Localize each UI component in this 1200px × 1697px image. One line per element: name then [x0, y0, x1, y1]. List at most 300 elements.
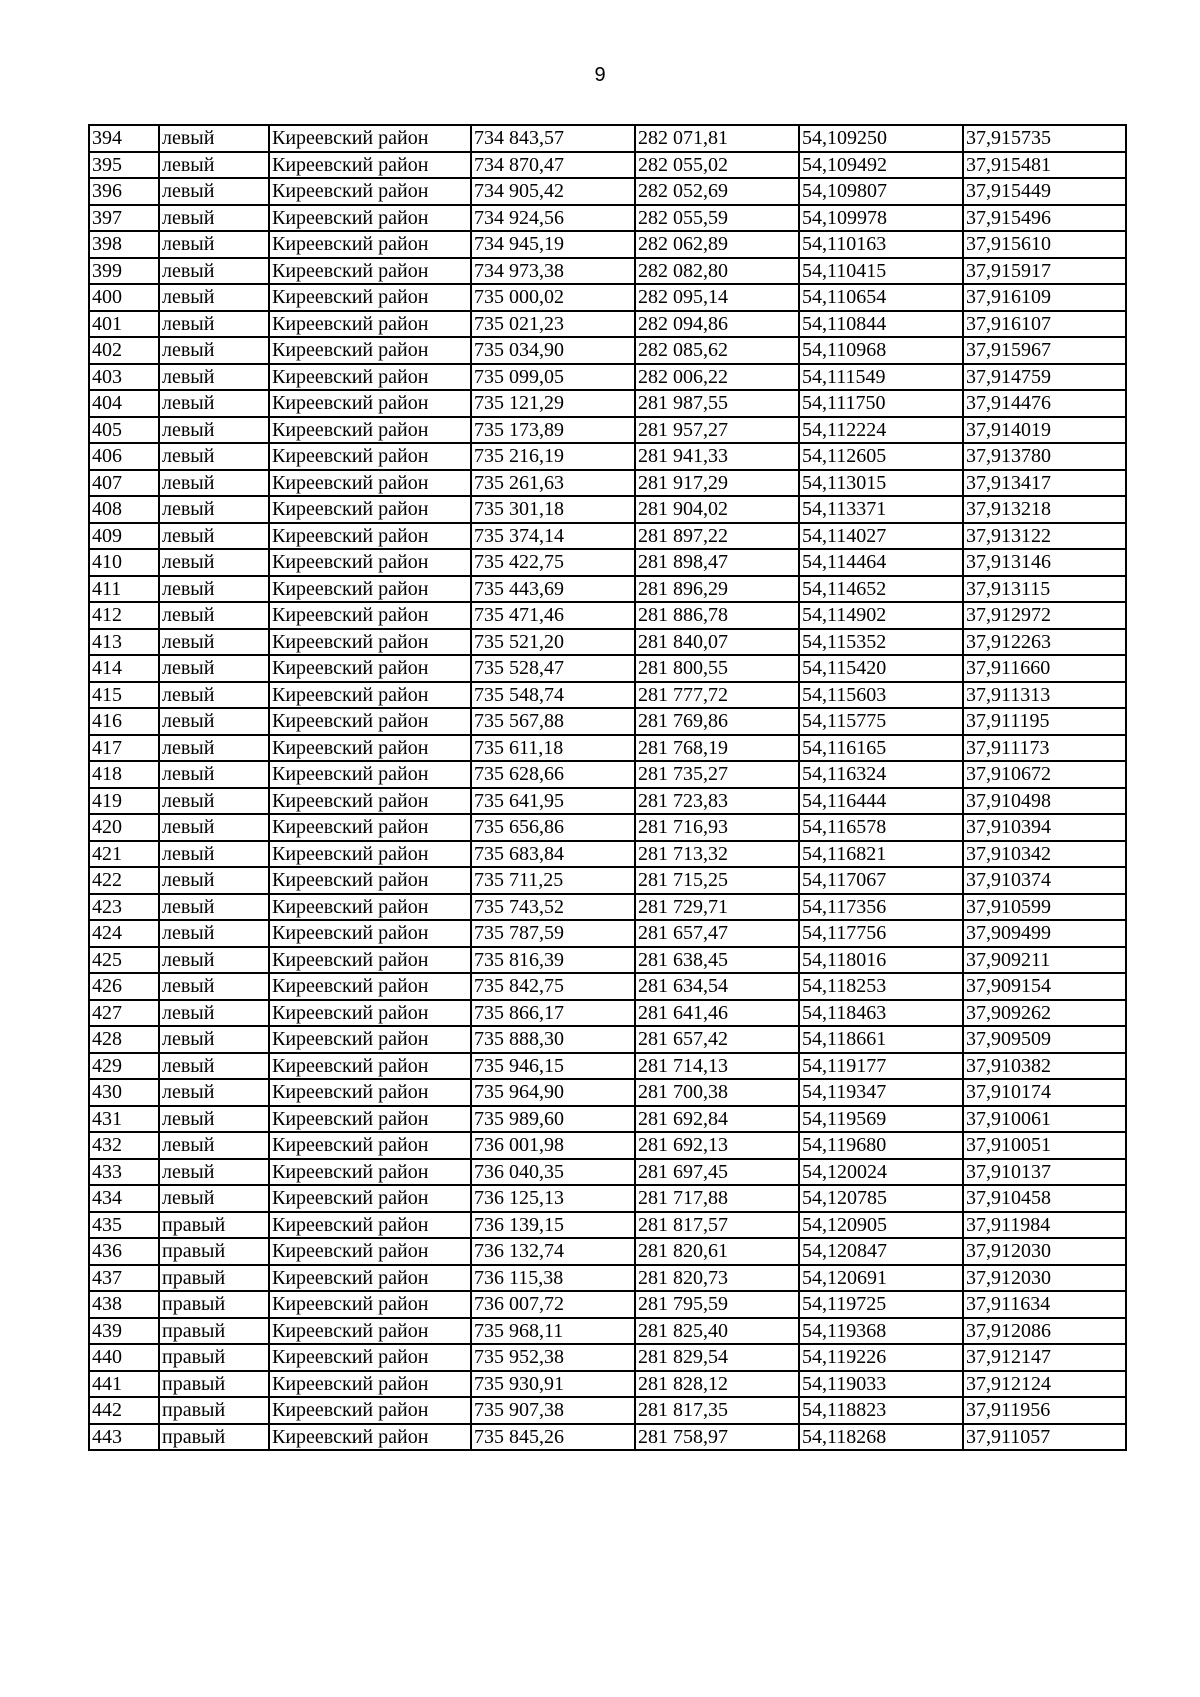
- table-row: [89, 258, 1126, 285]
- table-row: [89, 1291, 1126, 1318]
- point-number-cell: 395: [89, 152, 159, 179]
- bank-side-cell: левый: [159, 496, 269, 523]
- latitude-cell: 54,114652: [799, 576, 963, 603]
- table-row: [89, 947, 1126, 974]
- latitude-cell: 54,119347: [799, 1079, 963, 1106]
- point-number-cell: 438: [89, 1291, 159, 1318]
- x-coordinate-cell: 735 946,15: [471, 1053, 635, 1080]
- district-cell: Киреевский район: [269, 973, 471, 1000]
- latitude-cell: 54,111750: [799, 390, 963, 417]
- bank-side-cell: левый: [159, 629, 269, 656]
- coordinates-table-body: [89, 125, 1126, 1450]
- y-coordinate-cell: 281 840,07: [635, 629, 799, 656]
- district-cell: Киреевский район: [269, 205, 471, 232]
- bank-side-cell: левый: [159, 788, 269, 815]
- table-row: [89, 1079, 1126, 1106]
- y-coordinate-cell: 281 692,13: [635, 1132, 799, 1159]
- district-cell: Киреевский район: [269, 284, 471, 311]
- table-row: [89, 125, 1126, 152]
- x-coordinate-cell: 735 173,89: [471, 417, 635, 444]
- bank-side-cell: левый: [159, 390, 269, 417]
- district-cell: Киреевский район: [269, 390, 471, 417]
- x-coordinate-cell: 734 945,19: [471, 231, 635, 258]
- y-coordinate-cell: 281 729,71: [635, 894, 799, 921]
- bank-side-cell: левый: [159, 1026, 269, 1053]
- y-coordinate-cell: 281 817,35: [635, 1397, 799, 1424]
- table-row: [89, 1212, 1126, 1239]
- y-coordinate-cell: 282 082,80: [635, 258, 799, 285]
- longitude-cell: 37,912147: [963, 1344, 1126, 1371]
- district-cell: Киреевский район: [269, 735, 471, 762]
- point-number-cell: 442: [89, 1397, 159, 1424]
- latitude-cell: 54,119033: [799, 1371, 963, 1398]
- bank-side-cell: левый: [159, 576, 269, 603]
- y-coordinate-cell: 281 700,38: [635, 1079, 799, 1106]
- x-coordinate-cell: 735 021,23: [471, 311, 635, 338]
- district-cell: Киреевский район: [269, 178, 471, 205]
- y-coordinate-cell: 281 697,45: [635, 1159, 799, 1186]
- x-coordinate-cell: 735 121,29: [471, 390, 635, 417]
- latitude-cell: 54,119226: [799, 1344, 963, 1371]
- latitude-cell: 54,117756: [799, 920, 963, 947]
- table-row: [89, 894, 1126, 921]
- bank-side-cell: левый: [159, 178, 269, 205]
- point-number-cell: 420: [89, 814, 159, 841]
- point-number-cell: 434: [89, 1185, 159, 1212]
- longitude-cell: 37,912972: [963, 602, 1126, 629]
- bank-side-cell: правый: [159, 1291, 269, 1318]
- y-coordinate-cell: 281 713,32: [635, 841, 799, 868]
- x-coordinate-cell: 735 930,91: [471, 1371, 635, 1398]
- y-coordinate-cell: 281 638,45: [635, 947, 799, 974]
- x-coordinate-cell: 735 216,19: [471, 443, 635, 470]
- table-row: [89, 708, 1126, 735]
- x-coordinate-cell: 735 628,66: [471, 761, 635, 788]
- table-row: [89, 1106, 1126, 1133]
- longitude-cell: 37,909262: [963, 1000, 1126, 1027]
- table-row: [89, 231, 1126, 258]
- longitude-cell: 37,913146: [963, 549, 1126, 576]
- bank-side-cell: левый: [159, 1079, 269, 1106]
- latitude-cell: 54,113015: [799, 470, 963, 497]
- point-number-cell: 413: [89, 629, 159, 656]
- latitude-cell: 54,119368: [799, 1318, 963, 1345]
- y-coordinate-cell: 282 055,59: [635, 205, 799, 232]
- point-number-cell: 414: [89, 655, 159, 682]
- x-coordinate-cell: 735 301,18: [471, 496, 635, 523]
- latitude-cell: 54,120691: [799, 1265, 963, 1292]
- longitude-cell: 37,915735: [963, 125, 1126, 152]
- latitude-cell: 54,109978: [799, 205, 963, 232]
- district-cell: Киреевский район: [269, 1106, 471, 1133]
- point-number-cell: 408: [89, 496, 159, 523]
- y-coordinate-cell: 281 795,59: [635, 1291, 799, 1318]
- x-coordinate-cell: 735 964,90: [471, 1079, 635, 1106]
- y-coordinate-cell: 281 825,40: [635, 1318, 799, 1345]
- y-coordinate-cell: 281 768,19: [635, 735, 799, 762]
- latitude-cell: 54,118016: [799, 947, 963, 974]
- x-coordinate-cell: 735 443,69: [471, 576, 635, 603]
- longitude-cell: 37,911173: [963, 735, 1126, 762]
- point-number-cell: 401: [89, 311, 159, 338]
- bank-side-cell: правый: [159, 1424, 269, 1451]
- longitude-cell: 37,914019: [963, 417, 1126, 444]
- bank-side-cell: правый: [159, 1371, 269, 1398]
- bank-side-cell: левый: [159, 443, 269, 470]
- x-coordinate-cell: 735 711,25: [471, 867, 635, 894]
- point-number-cell: 412: [89, 602, 159, 629]
- longitude-cell: 37,913122: [963, 523, 1126, 550]
- x-coordinate-cell: 735 952,38: [471, 1344, 635, 1371]
- longitude-cell: 37,911634: [963, 1291, 1126, 1318]
- bank-side-cell: правый: [159, 1265, 269, 1292]
- longitude-cell: 37,911195: [963, 708, 1126, 735]
- district-cell: Киреевский район: [269, 258, 471, 285]
- longitude-cell: 37,909211: [963, 947, 1126, 974]
- table-row: [89, 1424, 1126, 1451]
- bank-side-cell: левый: [159, 337, 269, 364]
- district-cell: Киреевский район: [269, 231, 471, 258]
- latitude-cell: 54,118463: [799, 1000, 963, 1027]
- x-coordinate-cell: 736 132,74: [471, 1238, 635, 1265]
- y-coordinate-cell: 281 917,29: [635, 470, 799, 497]
- table-row: [89, 1371, 1126, 1398]
- x-coordinate-cell: 735 528,47: [471, 655, 635, 682]
- y-coordinate-cell: 282 052,69: [635, 178, 799, 205]
- point-number-cell: 425: [89, 947, 159, 974]
- district-cell: Киреевский район: [269, 125, 471, 152]
- latitude-cell: 54,110654: [799, 284, 963, 311]
- y-coordinate-cell: 281 715,25: [635, 867, 799, 894]
- longitude-cell: 37,915496: [963, 205, 1126, 232]
- table-row: [89, 470, 1126, 497]
- x-coordinate-cell: 735 787,59: [471, 920, 635, 947]
- table-row: [89, 1397, 1126, 1424]
- x-coordinate-cell: 735 000,02: [471, 284, 635, 311]
- bank-side-cell: левый: [159, 152, 269, 179]
- district-cell: Киреевский район: [269, 496, 471, 523]
- district-cell: Киреевский район: [269, 1132, 471, 1159]
- longitude-cell: 37,912086: [963, 1318, 1126, 1345]
- latitude-cell: 54,116165: [799, 735, 963, 762]
- longitude-cell: 37,910174: [963, 1079, 1126, 1106]
- bank-side-cell: правый: [159, 1344, 269, 1371]
- district-cell: Киреевский район: [269, 708, 471, 735]
- district-cell: Киреевский район: [269, 470, 471, 497]
- bank-side-cell: правый: [159, 1212, 269, 1239]
- y-coordinate-cell: 281 717,88: [635, 1185, 799, 1212]
- longitude-cell: 37,913417: [963, 470, 1126, 497]
- latitude-cell: 54,112605: [799, 443, 963, 470]
- bank-side-cell: левый: [159, 708, 269, 735]
- latitude-cell: 54,118661: [799, 1026, 963, 1053]
- y-coordinate-cell: 281 769,86: [635, 708, 799, 735]
- point-number-cell: 436: [89, 1238, 159, 1265]
- district-cell: Киреевский район: [269, 1265, 471, 1292]
- bank-side-cell: левый: [159, 1053, 269, 1080]
- longitude-cell: 37,915917: [963, 258, 1126, 285]
- x-coordinate-cell: 735 816,39: [471, 947, 635, 974]
- point-number-cell: 433: [89, 1159, 159, 1186]
- latitude-cell: 54,117356: [799, 894, 963, 921]
- latitude-cell: 54,109492: [799, 152, 963, 179]
- bank-side-cell: левый: [159, 761, 269, 788]
- x-coordinate-cell: 735 888,30: [471, 1026, 635, 1053]
- district-cell: Киреевский район: [269, 152, 471, 179]
- point-number-cell: 405: [89, 417, 159, 444]
- x-coordinate-cell: 735 683,84: [471, 841, 635, 868]
- table-row: [89, 788, 1126, 815]
- district-cell: Киреевский район: [269, 629, 471, 656]
- latitude-cell: 54,115420: [799, 655, 963, 682]
- table-row: [89, 523, 1126, 550]
- table-row: [89, 152, 1126, 179]
- point-number-cell: 424: [89, 920, 159, 947]
- longitude-cell: 37,916107: [963, 311, 1126, 338]
- y-coordinate-cell: 281 957,27: [635, 417, 799, 444]
- bank-side-cell: левый: [159, 549, 269, 576]
- x-coordinate-cell: 735 034,90: [471, 337, 635, 364]
- longitude-cell: 37,915610: [963, 231, 1126, 258]
- table-row: [89, 1053, 1126, 1080]
- point-number-cell: 403: [89, 364, 159, 391]
- point-number-cell: 441: [89, 1371, 159, 1398]
- longitude-cell: 37,911057: [963, 1424, 1126, 1451]
- x-coordinate-cell: 735 374,14: [471, 523, 635, 550]
- latitude-cell: 54,111549: [799, 364, 963, 391]
- table-row: [89, 390, 1126, 417]
- latitude-cell: 54,120785: [799, 1185, 963, 1212]
- point-number-cell: 440: [89, 1344, 159, 1371]
- latitude-cell: 54,110163: [799, 231, 963, 258]
- bank-side-cell: левый: [159, 867, 269, 894]
- point-number-cell: 399: [89, 258, 159, 285]
- longitude-cell: 37,913218: [963, 496, 1126, 523]
- latitude-cell: 54,118823: [799, 1397, 963, 1424]
- x-coordinate-cell: 735 743,52: [471, 894, 635, 921]
- point-number-cell: 427: [89, 1000, 159, 1027]
- x-coordinate-cell: 735 521,20: [471, 629, 635, 656]
- latitude-cell: 54,118253: [799, 973, 963, 1000]
- district-cell: Киреевский район: [269, 867, 471, 894]
- point-number-cell: 417: [89, 735, 159, 762]
- district-cell: Киреевский район: [269, 1238, 471, 1265]
- latitude-cell: 54,115352: [799, 629, 963, 656]
- point-number-cell: 429: [89, 1053, 159, 1080]
- x-coordinate-cell: 735 907,38: [471, 1397, 635, 1424]
- latitude-cell: 54,110415: [799, 258, 963, 285]
- y-coordinate-cell: 282 071,81: [635, 125, 799, 152]
- latitude-cell: 54,116821: [799, 841, 963, 868]
- x-coordinate-cell: 734 905,42: [471, 178, 635, 205]
- longitude-cell: 37,910599: [963, 894, 1126, 921]
- bank-side-cell: правый: [159, 1238, 269, 1265]
- longitude-cell: 37,910672: [963, 761, 1126, 788]
- point-number-cell: 415: [89, 682, 159, 709]
- bank-side-cell: левый: [159, 682, 269, 709]
- bank-side-cell: левый: [159, 1159, 269, 1186]
- y-coordinate-cell: 281 896,29: [635, 576, 799, 603]
- x-coordinate-cell: 734 870,47: [471, 152, 635, 179]
- table-row: [89, 1344, 1126, 1371]
- table-row: [89, 549, 1126, 576]
- latitude-cell: 54,116578: [799, 814, 963, 841]
- x-coordinate-cell: 736 040,35: [471, 1159, 635, 1186]
- point-number-cell: 422: [89, 867, 159, 894]
- district-cell: Киреевский район: [269, 788, 471, 815]
- district-cell: Киреевский район: [269, 1159, 471, 1186]
- x-coordinate-cell: 735 548,74: [471, 682, 635, 709]
- y-coordinate-cell: 282 055,02: [635, 152, 799, 179]
- point-number-cell: 394: [89, 125, 159, 152]
- table-row: [89, 682, 1126, 709]
- table-row: [89, 655, 1126, 682]
- bank-side-cell: левый: [159, 417, 269, 444]
- longitude-cell: 37,909154: [963, 973, 1126, 1000]
- longitude-cell: 37,910374: [963, 867, 1126, 894]
- y-coordinate-cell: 281 777,72: [635, 682, 799, 709]
- district-cell: Киреевский район: [269, 655, 471, 682]
- bank-side-cell: левый: [159, 258, 269, 285]
- longitude-cell: 37,910342: [963, 841, 1126, 868]
- latitude-cell: 54,114027: [799, 523, 963, 550]
- y-coordinate-cell: 281 634,54: [635, 973, 799, 1000]
- district-cell: Киреевский район: [269, 761, 471, 788]
- table-row: [89, 1238, 1126, 1265]
- x-coordinate-cell: 735 641,95: [471, 788, 635, 815]
- latitude-cell: 54,115775: [799, 708, 963, 735]
- bank-side-cell: левый: [159, 125, 269, 152]
- y-coordinate-cell: 282 095,14: [635, 284, 799, 311]
- x-coordinate-cell: 736 125,13: [471, 1185, 635, 1212]
- point-number-cell: 428: [89, 1026, 159, 1053]
- x-coordinate-cell: 735 611,18: [471, 735, 635, 762]
- x-coordinate-cell: 736 001,98: [471, 1132, 635, 1159]
- point-number-cell: 411: [89, 576, 159, 603]
- latitude-cell: 54,117067: [799, 867, 963, 894]
- latitude-cell: 54,119725: [799, 1291, 963, 1318]
- bank-side-cell: левый: [159, 470, 269, 497]
- longitude-cell: 37,912030: [963, 1265, 1126, 1292]
- bank-side-cell: левый: [159, 364, 269, 391]
- coordinates-table: [88, 124, 1127, 1451]
- y-coordinate-cell: 281 829,54: [635, 1344, 799, 1371]
- latitude-cell: 54,119680: [799, 1132, 963, 1159]
- district-cell: Киреевский район: [269, 549, 471, 576]
- table-row: [89, 284, 1126, 311]
- y-coordinate-cell: 282 085,62: [635, 337, 799, 364]
- table-row: [89, 920, 1126, 947]
- x-coordinate-cell: 735 099,05: [471, 364, 635, 391]
- longitude-cell: 37,914759: [963, 364, 1126, 391]
- point-number-cell: 406: [89, 443, 159, 470]
- bank-side-cell: правый: [159, 1397, 269, 1424]
- bank-side-cell: левый: [159, 1185, 269, 1212]
- y-coordinate-cell: 281 758,97: [635, 1424, 799, 1451]
- district-cell: Киреевский район: [269, 1371, 471, 1398]
- point-number-cell: 400: [89, 284, 159, 311]
- x-coordinate-cell: 734 924,56: [471, 205, 635, 232]
- x-coordinate-cell: 735 422,75: [471, 549, 635, 576]
- y-coordinate-cell: 281 820,61: [635, 1238, 799, 1265]
- point-number-cell: 410: [89, 549, 159, 576]
- point-number-cell: 437: [89, 1265, 159, 1292]
- district-cell: Киреевский район: [269, 920, 471, 947]
- x-coordinate-cell: 734 973,38: [471, 258, 635, 285]
- longitude-cell: 37,913780: [963, 443, 1126, 470]
- district-cell: Киреевский район: [269, 894, 471, 921]
- bank-side-cell: левый: [159, 814, 269, 841]
- bank-side-cell: левый: [159, 523, 269, 550]
- table-row: [89, 1185, 1126, 1212]
- longitude-cell: 37,915967: [963, 337, 1126, 364]
- district-cell: Киреевский район: [269, 1291, 471, 1318]
- district-cell: Киреевский район: [269, 814, 471, 841]
- point-number-cell: 439: [89, 1318, 159, 1345]
- district-cell: Киреевский район: [269, 1079, 471, 1106]
- y-coordinate-cell: 281 716,93: [635, 814, 799, 841]
- table-row: [89, 205, 1126, 232]
- table-row: [89, 417, 1126, 444]
- bank-side-cell: левый: [159, 947, 269, 974]
- table-row: [89, 814, 1126, 841]
- latitude-cell: 54,115603: [799, 682, 963, 709]
- bank-side-cell: левый: [159, 894, 269, 921]
- x-coordinate-cell: 736 115,38: [471, 1265, 635, 1292]
- district-cell: Киреевский район: [269, 337, 471, 364]
- table-row: [89, 1318, 1126, 1345]
- longitude-cell: 37,911984: [963, 1212, 1126, 1239]
- district-cell: Киреевский район: [269, 311, 471, 338]
- point-number-cell: 404: [89, 390, 159, 417]
- longitude-cell: 37,912124: [963, 1371, 1126, 1398]
- district-cell: Киреевский район: [269, 1397, 471, 1424]
- longitude-cell: 37,910382: [963, 1053, 1126, 1080]
- latitude-cell: 54,110968: [799, 337, 963, 364]
- longitude-cell: 37,910458: [963, 1185, 1126, 1212]
- bank-side-cell: левый: [159, 735, 269, 762]
- district-cell: Киреевский район: [269, 364, 471, 391]
- bank-side-cell: правый: [159, 1318, 269, 1345]
- district-cell: Киреевский район: [269, 602, 471, 629]
- table-row: [89, 841, 1126, 868]
- point-number-cell: 443: [89, 1424, 159, 1451]
- y-coordinate-cell: 281 897,22: [635, 523, 799, 550]
- district-cell: Киреевский район: [269, 1344, 471, 1371]
- table-row: [89, 735, 1126, 762]
- bank-side-cell: левый: [159, 602, 269, 629]
- point-number-cell: 398: [89, 231, 159, 258]
- y-coordinate-cell: 281 657,42: [635, 1026, 799, 1053]
- y-coordinate-cell: 281 714,13: [635, 1053, 799, 1080]
- bank-side-cell: левый: [159, 1132, 269, 1159]
- bank-side-cell: левый: [159, 973, 269, 1000]
- district-cell: Киреевский район: [269, 1026, 471, 1053]
- point-number-cell: 409: [89, 523, 159, 550]
- y-coordinate-cell: 281 657,47: [635, 920, 799, 947]
- x-coordinate-cell: 735 842,75: [471, 973, 635, 1000]
- longitude-cell: 37,911956: [963, 1397, 1126, 1424]
- latitude-cell: 54,120905: [799, 1212, 963, 1239]
- table-row: [89, 761, 1126, 788]
- longitude-cell: 37,909499: [963, 920, 1126, 947]
- bank-side-cell: левый: [159, 1106, 269, 1133]
- district-cell: Киреевский район: [269, 1000, 471, 1027]
- district-cell: Киреевский район: [269, 1053, 471, 1080]
- y-coordinate-cell: 281 904,02: [635, 496, 799, 523]
- latitude-cell: 54,114902: [799, 602, 963, 629]
- y-coordinate-cell: 281 641,46: [635, 1000, 799, 1027]
